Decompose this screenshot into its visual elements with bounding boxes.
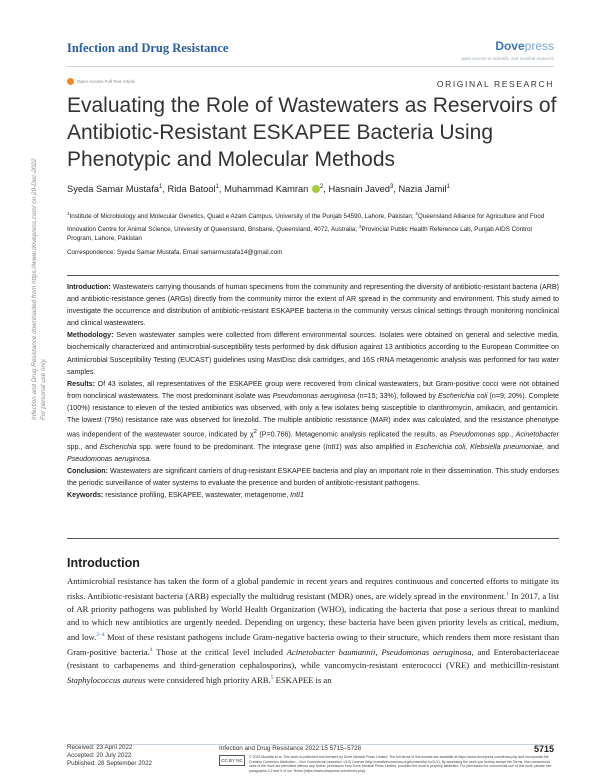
abstract-label: Keywords: <box>67 490 104 499</box>
journal-name: Infection and Drug Resistance <box>67 41 229 55</box>
orcid-icon[interactable] <box>312 185 320 193</box>
reference-link[interactable]: 4 <box>149 647 153 654</box>
open-access-icon <box>67 78 74 85</box>
author-name[interactable]: Rida Batool <box>167 184 216 195</box>
author-name[interactable]: Muhammad Kamran <box>224 184 309 195</box>
author-list: Syeda Samar Mustafa$^1$, Rida Batool$^1$, Muhammad Kamran $^2$, Hasnain Javed$^3$, Nazia Jamil$^1$ <box>67 184 450 195</box>
abstract-keywords: Keywords: resistance profiling, ESKAPEE, wastewater, metagenome, IntI1 <box>67 490 304 499</box>
download-notice-line: Infection and Drug Resistance downloaded from https://www.dovepress.com/ on 29-Dec-2022 <box>31 158 38 420</box>
license-block <box>219 755 554 773</box>
creative-commons-icon[interactable]: CC BY NC <box>219 755 245 766</box>
affiliation-1: Institute of Microbiology and Molecular Genetics, Quaid e Azam Campus, University of the Punjab 54590, Lahore, Pakistan; <box>69 213 416 221</box>
introduction-heading: Introduction <box>67 556 140 570</box>
author-affiliation-mark: 1 <box>446 184 450 190</box>
license-text: © 2022 Mustafa et al. This work is published and licensed by Dove Medical Press Limited. The full terms of this license are available at https://www.dovepress.com/terms.php and incorporate the Creative Commons Attribution – Non Commercial (unported, v3.0) License (http://creativecommons.org/licenses/by-nc/3.0/). By accessing the work you hereby accept the Terms. Non-commercial uses of the work are permitted without any further permission from Dove Medical Press Limited, provided the work is properly attributed. For permission for commercial use of this work, please see paragraphs 4.2 and 5 of our Terms (https://www.dovepress.com/terms.php). <box>249 755 552 773</box>
publisher-brand: Dove <box>495 39 525 53</box>
correspondence: Correspondence: Syeda Samar Mustafa, Email samarmustafa14@gmail.com <box>67 249 283 256</box>
abstract-methodology: Methodology: Seven wastewater samples were collected from different environmental sources. Isolates were obtained on general and selective media, biochemically characterized and antimicrobial-susceptibility tests performed by disk diffusion against 13 antibiotics according to the European Committee on Antimicrobial Susceptibility Testing (EUCAST) guidelines using MastDisc disk cartridges, and 16S rRNA metagenomic analysis was performed for two water samples. <box>67 331 559 376</box>
author-affiliation-mark: 3 <box>389 184 394 190</box>
accepted-date: Accepted: 20 July 2022 <box>67 752 132 760</box>
affiliation-mark: 2 <box>415 211 418 216</box>
article-title: Evaluating the Role of Wastewaters as Reservoirs of Antibiotic-Resistant ESKAPEE Bacteria Using Phenotypic and Molecular Methods <box>67 94 557 171</box>
reference-link[interactable]: 2–4 <box>96 632 105 639</box>
publisher-brand-suffix: press <box>524 39 554 53</box>
author-affiliation-mark: 1 <box>158 184 163 190</box>
download-notice <box>30 159 48 420</box>
reference-link[interactable]: 5 <box>270 675 274 682</box>
received-date: Received: 23 April 2022 <box>67 744 133 751</box>
download-notice-line: For personal use only. <box>40 358 47 420</box>
author-name[interactable]: Syeda Samar Mustafa <box>67 184 159 195</box>
introduction-paragraph: Antimicrobial resistance has taken the form of a global pandemic in recent years and requires continuous and concerted efforts to mitigate its risks. Antibiotic-resistant bacteria (ARB) especially the multidrug resistant (MDR) ones, are widely spread in the environment.$^1$ In 2017, a list of AR priority pathogens was published by World Health Organization (WHO), indicating the bacteria that pose a serious threat to mankind and to which new antibiotics are urgently needed. Depending on urgency, these bacteria have been given priority levels as critical, medium, and low.$^{2-4}$ Most of these resistant pathogens include Gram-negative bacteria owing to their structure, which renders them more resistant than Gram-positive bacteria.$^4$ Those at the critical level included Acinetobacter baumannii, Pseudomonas aeruginosa, and Enterobacteriaceae (resistant to carbapenems and third-generation cephalosporins), while vancomycin-resistant enterococci (VRE) and methicillin-resistant Staphylococcus aureus were considered high priority ARB.$^5$ ESKAPEE is an <box>67 576 560 686</box>
author-name[interactable]: Hasnain Javed <box>328 184 390 195</box>
header-divider <box>67 66 554 67</box>
section-type: ORIGINAL RESEARCH <box>436 79 554 89</box>
reference-link[interactable]: 1 <box>506 591 509 598</box>
author-affiliation-mark: 1 <box>215 184 219 190</box>
abstract-label: Introduction: <box>67 283 111 291</box>
publisher-tagline: open access to scientific and medical research <box>460 56 554 61</box>
affiliation-2: Queensland Alliance for Agriculture and Food Innovation Centre for Animal Science, University of Queensland, Brisbane, Queensland, 4072, Australia; <box>67 213 545 233</box>
citation: Infection and Drug Resistance 2022:15 5715–5728 <box>219 745 362 752</box>
abstract-label: Methodology: <box>67 331 114 340</box>
open-access-label: Open Access Full Text Article <box>77 79 135 84</box>
abstract-introduction: Introduction: Wastewaters carrying thousands of human specimens from the community and representing the diversity of antibiotic-resistant bacteria (ARB) and antibiotic-resistance genes (ARGs) directly from the community mirror the extent of AR spread in the community and environment. This study aimed to investigate the occurrence and distribution of antibiotic-resistant ESKAPEE bacteria in the community versus clinical settings through monitoring nonclinical and clinical wastewaters. <box>67 283 559 328</box>
abstract-results: Results: Of 43 isolates, all representatives of the ESKAPEE group were recovered from clinical wastewaters, but Gram-positive cocci were not obtained from nonclinical wastewaters. The most predominant isolate was Pseudomonas aeruginosa (n=15; 33%), followed by Escherichia coli (n=9; 20%). Complete (100%) resistance to eleven of the tested antibiotics was observed, with only a few isolates being susceptible to clarithromycin, amikacin, and gentamicin. The lowest (79%) resistance rate was observed for linezolid. The multiple antibiotic resistance (MAR) index was calculated, and the resistance phenotype was independent of the wastewater source, indicated by $\chi^2$ (P=0.766). Metagenomic analysis replicated the results, as Pseudomonas spp., Acinetobacter spp., and Escherichia spp. were found to be predominant. The integrase gene (IntI1) was also amplified in Escherichia coli, Klebsiella pneumoniae, and Pseudomonas aeruginosa. <box>67 379 560 463</box>
abstract-box <box>67 275 559 539</box>
abstract-label: Conclusion: <box>67 466 108 475</box>
affiliation-mark: 1 <box>67 211 70 216</box>
abstract-label: Results: <box>67 379 95 388</box>
author-affiliation-mark: 2 <box>319 184 324 190</box>
affiliation-mark: 3 <box>358 223 362 229</box>
page-number: 5715 <box>533 744 554 754</box>
affiliations <box>67 209 557 244</box>
abstract-conclusion: Conclusion: Wastewaters are significant carriers of drug-resistant ESKAPEE bacteria and play an important role in their dissemination. This study endorses the periodic surveillance of water systems to evaluate the presence and burden of antibiotic-resistant pathogens. <box>67 466 559 487</box>
publication-dates <box>67 744 152 769</box>
open-access-badge <box>67 78 135 85</box>
affiliation-3: Provincial Public Health Reference Lab, Punjab AIDS Control Program, Lahore, Pakistan <box>67 225 532 243</box>
publisher-logo <box>495 39 554 53</box>
published-date: Published: 28 September 2022 <box>67 760 152 768</box>
author-name[interactable]: Nazia Jamil <box>398 184 447 195</box>
